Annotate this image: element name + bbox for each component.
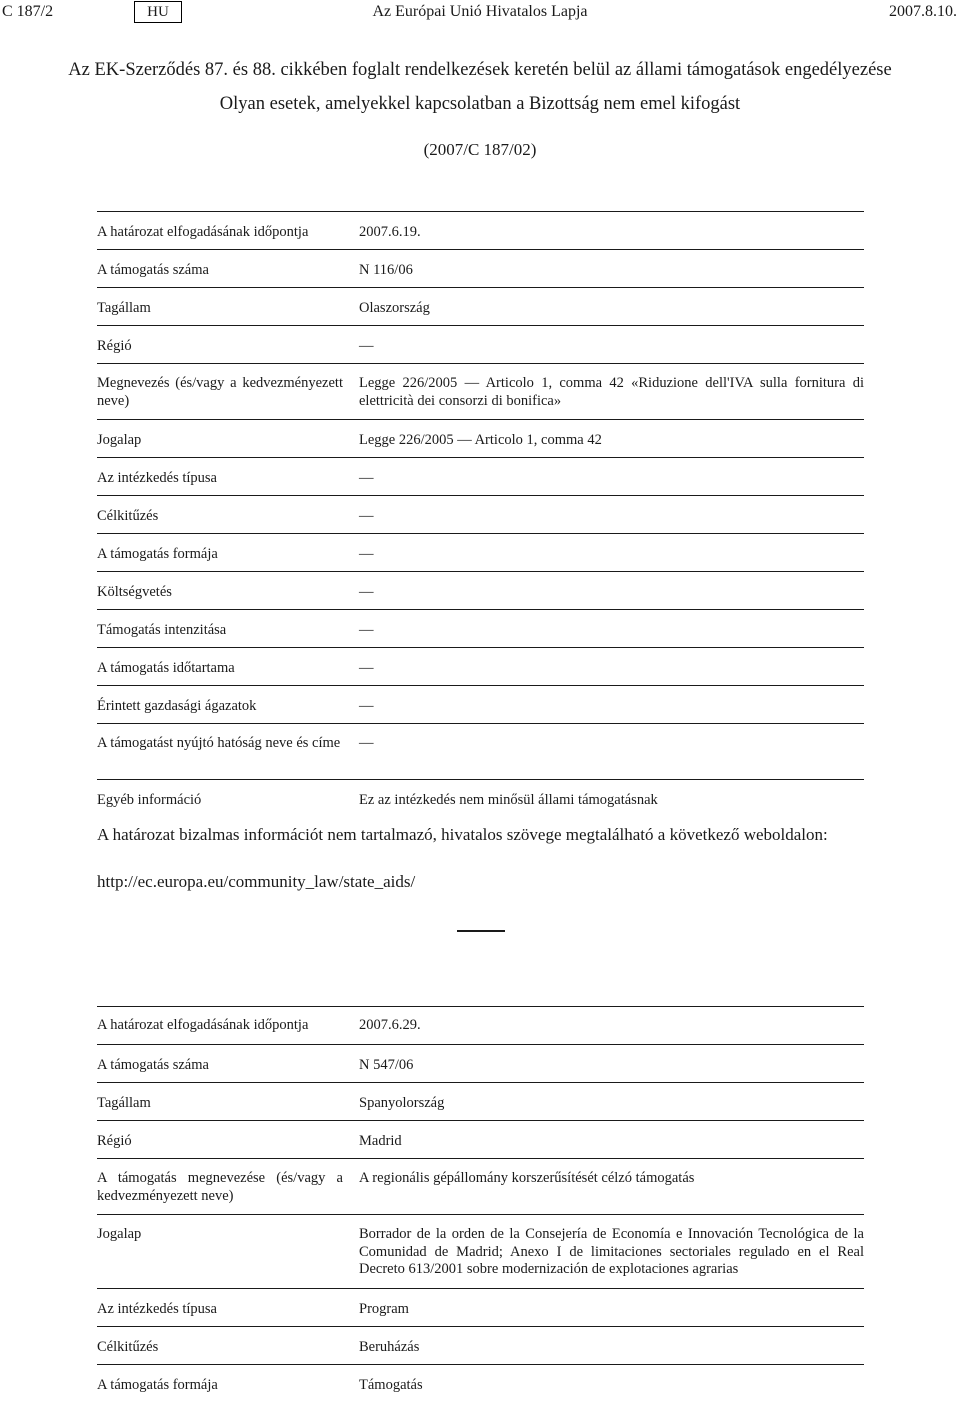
table-row: [97, 723, 864, 779]
row-label: Költségvetés: [97, 584, 172, 600]
row-label: Régió: [97, 338, 132, 354]
table-row: [97, 1288, 864, 1326]
journal-header: [0, 0, 960, 28]
table-row: [97, 685, 864, 723]
table-row: [97, 571, 864, 609]
row-value: —: [359, 660, 374, 676]
row-label: Az intézkedés típusa: [97, 1301, 217, 1317]
row-value: —: [359, 546, 374, 562]
row-label: A támogatás időtartama: [97, 660, 235, 676]
row-value: Program: [359, 1301, 409, 1317]
row-label: A támogatás formája: [97, 1377, 218, 1393]
publication-date: 2007.8.10.: [889, 3, 957, 20]
table-row: [97, 1044, 864, 1082]
table-row: [97, 1006, 864, 1044]
row-value: Ez az intézkedés nem minősül állami támogatásnak: [359, 792, 658, 808]
row-value: —: [359, 584, 374, 600]
row-value: Támogatás: [359, 1377, 423, 1393]
row-label: Tagállam: [97, 1095, 151, 1111]
row-label: A határozat elfogadásának időpontja: [97, 224, 309, 240]
document-reference: (2007/C 187/02): [423, 140, 537, 159]
table-row: [97, 419, 864, 457]
row-label: A támogatás megnevezése (és/vagy a kedvezményezett neve): [97, 1170, 343, 1204]
journal-title: Az Európai Unió Hivatalos Lapja: [372, 3, 588, 20]
row-value: 2007.6.29.: [359, 1017, 421, 1033]
row-label: Jogalap: [97, 432, 142, 448]
row-value: Olaszország: [359, 300, 430, 316]
table-row: [97, 211, 864, 249]
row-label: A támogatás száma: [97, 262, 209, 278]
row-label: Egyéb információ: [97, 792, 202, 808]
row-label: Támogatás intenzitása: [97, 622, 227, 638]
document-title: Az EK-Szerződés 87. és 88. cikkében foglalt rendelkezések keretén belül az állami támogatások engedélyezése: [68, 60, 892, 80]
table-row: [97, 287, 864, 325]
table-row: [97, 647, 864, 685]
document-title-block: [0, 60, 960, 160]
section-separator: [457, 930, 505, 932]
row-value: Legge 226/2005 — Articolo 1, comma 42: [359, 432, 602, 448]
row-value: Beruházás: [359, 1339, 420, 1355]
table-row: [97, 457, 864, 495]
table-row: [97, 1364, 864, 1402]
row-label: A támogatást nyújtó hatóság neve és címe: [97, 735, 341, 751]
row-label: Célkitűzés: [97, 508, 159, 524]
row-value: —: [359, 622, 374, 638]
language-badge: HU: [134, 1, 182, 23]
table-row: [97, 779, 864, 817]
table-row: [97, 495, 864, 533]
row-value: Legge 226/2005 — Articolo 1, comma 42 «Riduzione dell'IVA sulla fornitura di elettricità dei consorzi di bonifica»: [359, 375, 864, 409]
table-row: [97, 325, 864, 363]
row-value: —: [359, 508, 374, 524]
row-value: —: [359, 698, 374, 714]
document-subtitle: Olyan esetek, amelyekkel kapcsolatban a Bizottság nem emel kifogást: [219, 94, 741, 114]
row-value: N 116/06: [359, 262, 413, 278]
notice-url[interactable]: http://ec.europa.eu/community_law/state_aids/: [97, 872, 416, 891]
row-value: A regionális gépállomány korszerűsítését célzó támogatás: [359, 1170, 695, 1186]
table-row: [97, 533, 864, 571]
row-value: —: [359, 470, 374, 486]
row-value: N 547/06: [359, 1057, 414, 1073]
row-label: A határozat elfogadásának időpontja: [97, 1017, 309, 1033]
table-row: [97, 249, 864, 287]
row-label: A támogatás formája: [97, 546, 218, 562]
table-row: [97, 1082, 864, 1120]
table-row: [97, 1326, 864, 1364]
table-row: [97, 609, 864, 647]
table-row: [97, 363, 864, 419]
table-row: [97, 1158, 864, 1214]
row-value: Spanyolország: [359, 1095, 445, 1111]
case-table-2: [97, 1006, 864, 1402]
row-value: Borrador de la orden de la Consejería de Economía e Innovación Tecnológica de la Comunidad de Madrid; Anexo I de limitaciones sectoriales regulado en el Real Decreto 613/2001 sobre modernización de explotaciones agrarias: [359, 1226, 864, 1277]
row-label: Célkitűzés: [97, 1339, 159, 1355]
row-label: Az intézkedés típusa: [97, 470, 217, 486]
row-value: —: [359, 735, 374, 751]
row-label: Jogalap: [97, 1226, 142, 1242]
row-label: Régió: [97, 1133, 132, 1149]
row-label: Érintett gazdasági ágazatok: [97, 698, 257, 714]
page-reference: C 187/2: [2, 3, 54, 20]
table-row: [97, 1120, 864, 1158]
table-row: [97, 1214, 864, 1288]
row-value: Madrid: [359, 1133, 402, 1149]
row-value: —: [359, 338, 374, 354]
row-label: Tagállam: [97, 300, 151, 316]
case-table-1: [97, 211, 864, 817]
row-label: A támogatás száma: [97, 1057, 209, 1073]
row-label: Megnevezés (és/vagy a kedvezményezett neve): [97, 375, 343, 409]
notice-text: A határozat bizalmas információt nem tartalmazó, hivatalos szövege megtalálható a következő weboldalon:: [97, 825, 828, 844]
row-value: 2007.6.19.: [359, 224, 421, 240]
